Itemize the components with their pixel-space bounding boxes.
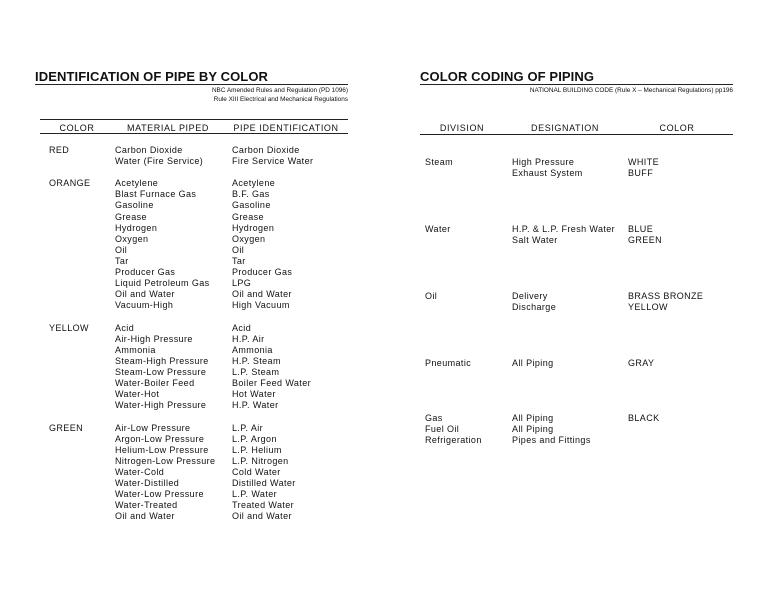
identification-list [232,145,313,167]
material-list [115,178,210,311]
identification-list-item: Hot Water [232,389,276,400]
material-list [115,423,215,523]
material-list-item: Oil [115,244,128,255]
pipe-color-list-item: WHITE [628,157,659,167]
identification-list-item: Tar [232,255,246,266]
right-title-rule [420,84,733,85]
material-list-item: Water-Boiler Feed [115,378,195,389]
material-list-item: Water (Fire Service) [115,156,204,167]
material-list-item: Steam-High Pressure [115,355,209,366]
identification-list-item: Acid [232,322,252,333]
designation-list-item: High Pressure [512,157,575,167]
material-list-item: Air-High Pressure [115,333,193,344]
designation-list [512,291,556,313]
division-list-item: Oil [425,291,438,301]
identification-list-item: L.P. Steam [232,366,280,377]
identification-list-item: H.P. Water [232,400,279,411]
material-list-item: Grease [115,211,147,222]
identification-list-item: Ammonia [232,344,273,355]
division-list [425,291,437,302]
identification-list-item: L.P. Argon [232,433,277,444]
material-list-item: Acetylene [115,178,159,189]
identification-list-item: Carbon Dioxide [232,145,300,155]
pipe-color-list-item: BRASS BRONZE [628,291,704,301]
designation-list-item: Exhaust System [512,168,583,179]
identification-list-item: Oil [232,244,245,255]
material-list [115,145,203,167]
left-title: IDENTIFICATION OF PIPE BY COLOR [35,69,269,84]
material-list-item: Tar [115,255,129,266]
group-color-label: GREEN [49,422,84,433]
identification-list-item: H.P. Steam [232,355,281,366]
right-title: COLOR CODING OF PIPING [420,69,595,84]
header-pipe-identification: PIPE IDENTIFICATION [233,123,339,133]
identification-list-item: High Vacuum [232,300,290,311]
material-list-item: Carbon Dioxide [115,145,183,155]
designation-list-item: All Piping [512,424,554,435]
header-material-piped: MATERIAL PIPED [127,123,209,133]
group-color-label: RED [49,145,70,155]
division-list-item: Pneumatic [425,358,472,368]
material-list-item: Nitrogen-Low Pressure [115,455,216,466]
header-designation: DESIGNATION [531,123,599,133]
pipe-color-list [628,291,703,313]
group-color-label: YELLOW [49,322,89,333]
material-list-item: Air-Low Pressure [115,422,191,433]
material-list-item: Helium-Low Pressure [115,444,209,455]
header-color: COLOR [59,123,95,133]
identification-list-item: H.P. Air [232,333,265,344]
material-list-item: Oil and Water [115,289,175,300]
material-list [115,323,209,412]
division-list-item: Gas [425,413,443,423]
pipe-color-list-item: GRAY [628,358,655,368]
designation-list-item: Discharge [512,302,557,313]
designation-list-item: Salt Water [512,235,558,246]
identification-list-item: Grease [232,211,264,222]
right-subtitle: NATIONAL BUILDING CODE (Rule X – Mechanical Regulations) pp196 [529,87,733,94]
designation-list-item: All Piping [512,413,554,423]
identification-list-item: LPG [232,278,252,289]
identification-list-item: Treated Water [232,500,295,511]
material-list-item: Oil and Water [115,511,175,522]
material-list-item: Argon-Low Pressure [115,433,205,444]
material-list-item: Water-High Pressure [115,400,207,411]
identification-list [232,323,311,412]
pipe-color-list [628,413,660,424]
right-header-bottom-rule [420,134,733,135]
designation-list-item: H.P. & L.P. Fresh Water [512,224,616,234]
designation-list [512,358,554,369]
material-list-item: Oxygen [115,233,149,244]
identification-list-item: Cold Water [232,466,281,477]
material-list-item: Water-Cold [115,466,165,477]
identification-list-item: Producer Gas [232,267,293,278]
left-subtitle-1: NBC Amended Rules and Regulation (PD 1096) [211,87,348,94]
identification-list-item: B.F. Gas [232,189,270,200]
division-list-item: Water [425,224,451,234]
designation-list [512,224,615,246]
identification-list-item: Gasoline [232,200,271,211]
header-division: DIVISION [439,123,485,133]
left-subtitle-2: Rule XIII Electrical and Mechanical Regulations [213,96,348,103]
identification-list [232,423,296,523]
material-list-item: Water-Distilled [115,477,180,488]
pipe-color-list [628,224,662,246]
material-list-item: Vacuum-High [115,300,174,311]
material-list-item: Blast Furnace Gas [115,189,197,200]
designation-list-item: Pipes and Fittings [512,435,591,446]
material-list-item: Ammonia [115,344,156,355]
material-list-item: Water-Hot [115,389,160,400]
division-list [425,157,453,168]
identification-list-item: L.P. Nitrogen [232,455,289,466]
material-list-item: Steam-Low Pressure [115,366,207,377]
header-color-right: COLOR [659,123,695,133]
left-header-bottom-rule [40,133,348,134]
division-list-item: Steam [425,157,454,167]
material-list-item: Hydrogen [115,222,158,233]
identification-list-item: Boiler Feed Water [232,378,311,389]
material-list-item: Water-Treated [115,500,178,511]
pipe-color-list [628,358,654,369]
identification-list-item: Hydrogen [232,222,275,233]
division-list [425,224,451,235]
designation-list [512,413,591,446]
pipe-color-list-item: BLACK [628,413,660,423]
identification-list-item: L.P. Helium [232,444,282,455]
material-list-item: Acid [115,322,135,333]
material-list-item: Gasoline [115,200,154,211]
designation-list-item: All Piping [512,358,554,368]
identification-list-item: Fire Service Water [232,156,314,167]
pipe-color-list [628,157,659,179]
identification-list-item: Oxygen [232,233,266,244]
division-list-item: Refrigeration [425,435,482,446]
identification-list-item: L.P. Air [232,422,264,433]
designation-list [512,157,583,179]
pipe-color-list-item: BUFF [628,168,654,179]
identification-list-item: Acetylene [232,178,276,189]
pipe-color-list-item: GREEN [628,235,663,246]
division-list [425,413,482,446]
identification-list-item: L.P. Water [232,489,278,500]
division-list [425,358,471,369]
material-list-item: Liquid Petroleum Gas [115,278,210,289]
group-color-label: ORANGE [49,178,91,189]
pipe-color-list-item: BLUE [628,224,654,234]
identification-list [232,178,292,311]
material-list-item: Producer Gas [115,267,176,278]
designation-list-item: Delivery [512,291,548,301]
identification-list-item: Oil and Water [232,289,292,300]
division-list-item: Fuel Oil [425,424,460,435]
material-list-item: Water-Low Pressure [115,489,204,500]
identification-list-item: Distilled Water [232,477,296,488]
left-header-top-rule [40,119,348,120]
left-title-rule [35,84,348,85]
pipe-color-list-item: YELLOW [628,302,668,313]
identification-list-item: Oil and Water [232,511,292,522]
